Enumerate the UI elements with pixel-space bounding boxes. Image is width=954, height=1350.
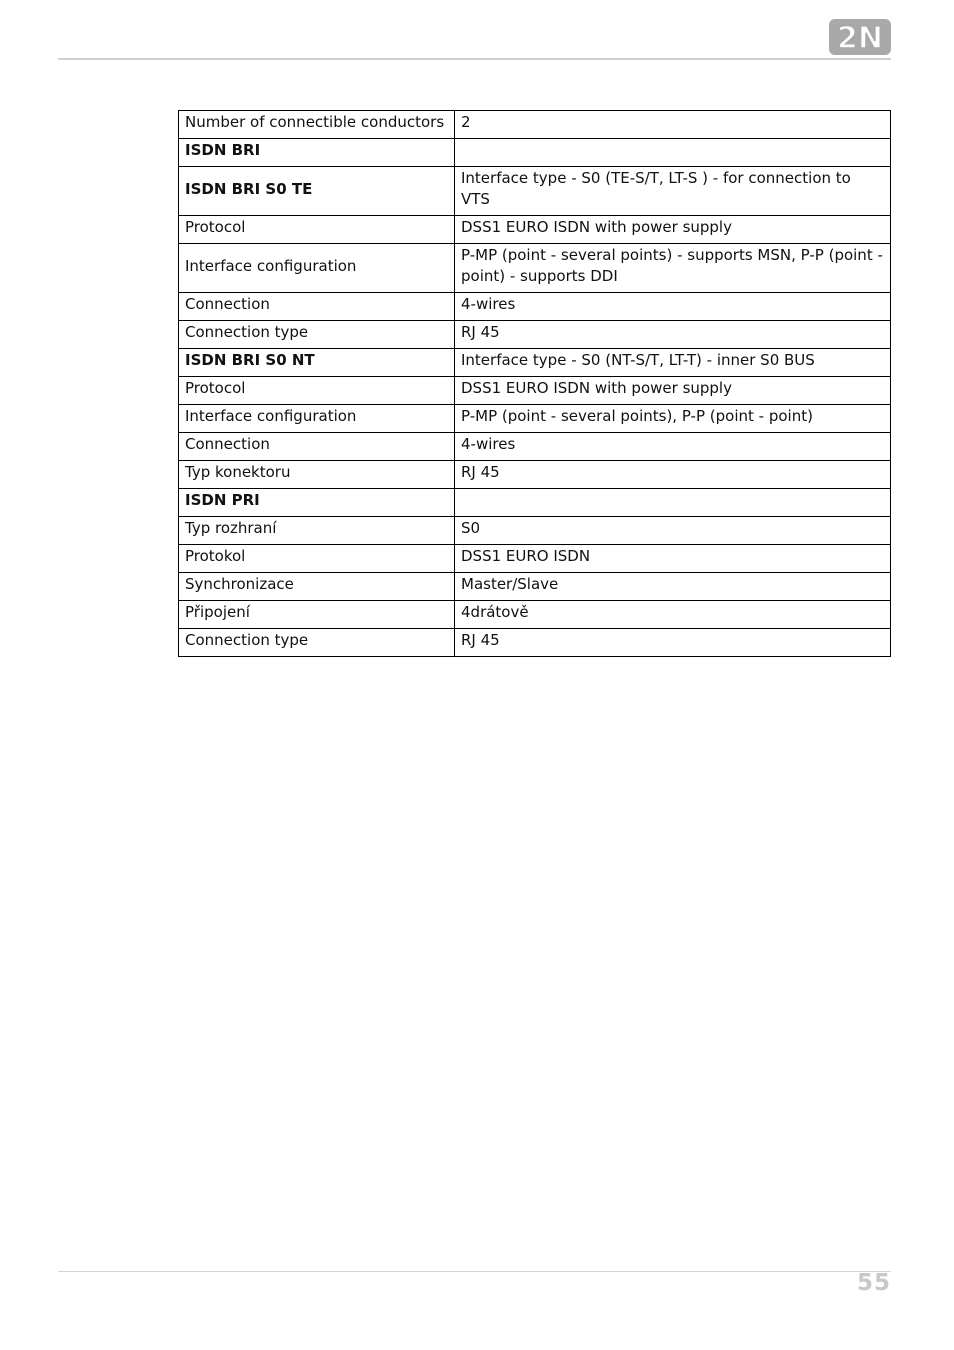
row-value: DSS1 EURO ISDN with power supply <box>455 377 891 405</box>
row-label: ISDN PRI <box>179 489 455 517</box>
table-row <box>179 405 891 433</box>
table-row <box>179 517 891 545</box>
row-value: DSS1 EURO ISDN <box>455 545 891 573</box>
table-row <box>179 111 891 139</box>
row-label: Synchronizace <box>179 573 455 601</box>
table-row <box>179 433 891 461</box>
row-label: Protocol <box>179 377 455 405</box>
row-label: Connection <box>179 293 455 321</box>
row-label: Connection type <box>179 321 455 349</box>
row-value: Interface type - S0 (TE-S/T, LT-S ) - for connection to VTS <box>455 167 891 216</box>
row-label: Typ konektoru <box>179 461 455 489</box>
row-value <box>455 139 891 167</box>
table-row <box>179 629 891 657</box>
row-value: 2 <box>455 111 891 139</box>
row-value: P-MP (point - several points) - supports MSN, P-P (point - point) - supports DDI <box>455 244 891 293</box>
row-label: Interface configuration <box>179 244 455 293</box>
table-row <box>179 216 891 244</box>
row-value: P-MP (point - several points), P-P (point - point) <box>455 405 891 433</box>
specification-table-body <box>179 111 891 657</box>
table-row <box>179 139 891 167</box>
row-label: ISDN BRI S0 NT <box>179 349 455 377</box>
table-row <box>179 601 891 629</box>
table-row <box>179 321 891 349</box>
table-row <box>179 461 891 489</box>
table-row <box>179 573 891 601</box>
table-row <box>179 244 891 293</box>
row-label: Protokol <box>179 545 455 573</box>
row-value: RJ 45 <box>455 629 891 657</box>
table-row <box>179 349 891 377</box>
table-row <box>179 489 891 517</box>
footer-divider <box>58 1271 891 1272</box>
page-number: 55 <box>856 1270 891 1296</box>
table-row <box>179 167 891 216</box>
row-value: RJ 45 <box>455 461 891 489</box>
brand-logo <box>829 19 891 55</box>
row-value: 4-wires <box>455 433 891 461</box>
specification-table <box>178 110 891 657</box>
table-row <box>179 293 891 321</box>
table-row <box>179 545 891 573</box>
table-row <box>179 377 891 405</box>
row-value: Master/Slave <box>455 573 891 601</box>
row-value: RJ 45 <box>455 321 891 349</box>
row-label: Typ rozhraní <box>179 517 455 545</box>
row-label: Protocol <box>179 216 455 244</box>
row-value: 4drátově <box>455 601 891 629</box>
row-label: Connection <box>179 433 455 461</box>
row-label: Interface configuration <box>179 405 455 433</box>
header-divider <box>58 58 891 60</box>
row-value: 4-wires <box>455 293 891 321</box>
row-label: Number of connectible conductors <box>179 111 455 139</box>
row-value: DSS1 EURO ISDN with power supply <box>455 216 891 244</box>
row-value <box>455 489 891 517</box>
row-label: Connection type <box>179 629 455 657</box>
row-label: ISDN BRI <box>179 139 455 167</box>
row-value: S0 <box>455 517 891 545</box>
row-value: Interface type - S0 (NT-S/T, LT-T) - inner S0 BUS <box>455 349 891 377</box>
brand-logo-text: 2N <box>837 21 883 55</box>
row-label: Připojení <box>179 601 455 629</box>
row-label: ISDN BRI S0 TE <box>179 167 455 216</box>
